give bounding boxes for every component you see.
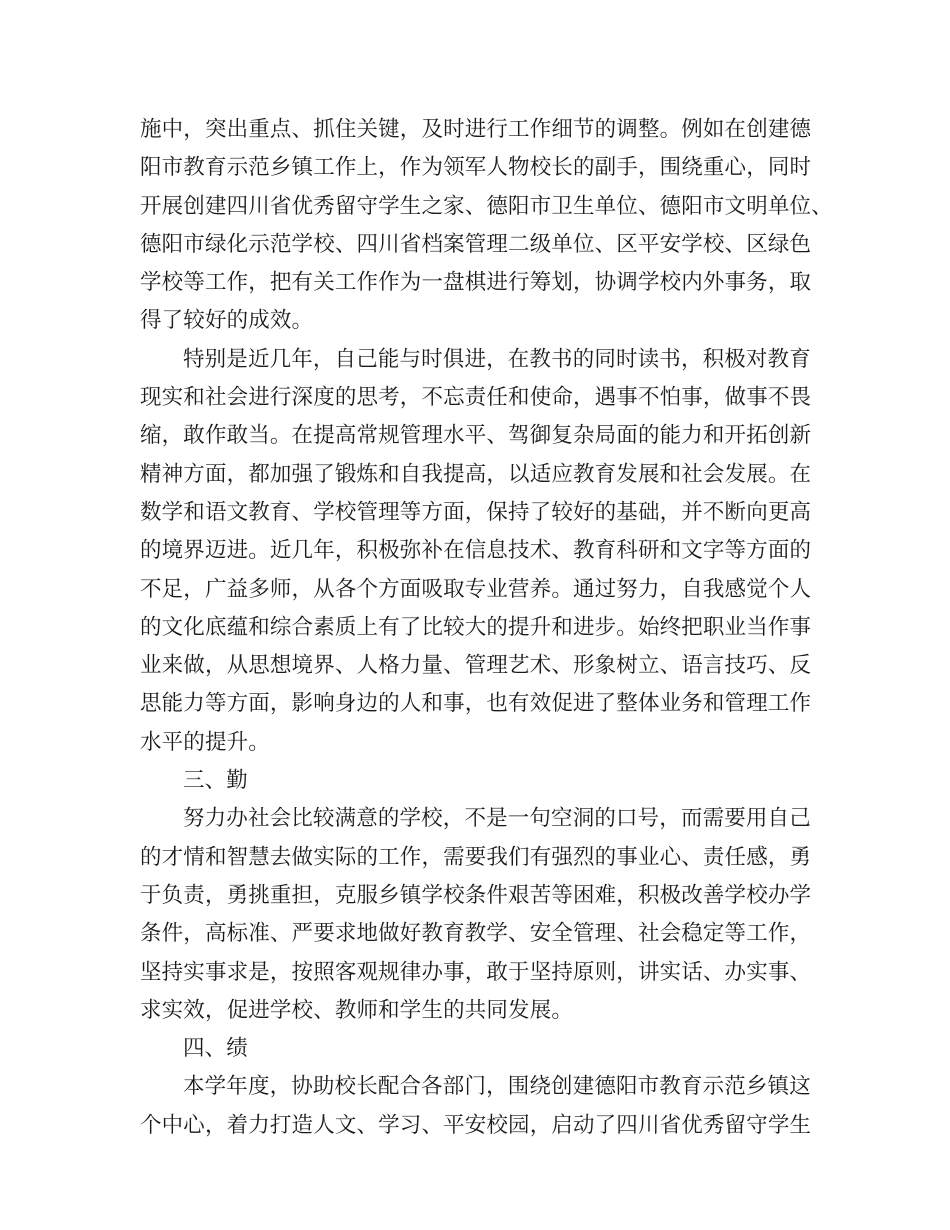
text-line: 现实和社会进行深度的思考，不忘责任和使命，遇事不怕事，做事不畏: [140, 385, 812, 411]
text-line: 于负责，勇挑重担，克服乡镇学校条件艰苦等困难，积极改善学校办学: [140, 882, 812, 908]
text-line: 条件，高标准、严要求地做好教育教学、安全管理、社会稳定等工作，: [140, 921, 812, 947]
text-line: 学校等工作，把有关工作作为一盘棋进行筹划，协调学校内外事务，取: [140, 270, 812, 296]
paragraph-first-line: 三、勤: [183, 768, 248, 794]
paragraph-first-line: 本学年度，协助校长配合各部门，围绕创建德阳市教育示范乡镇这: [183, 1074, 811, 1100]
text-line: 求实效，促进学校、教师和学生的共同发展。: [140, 997, 574, 1023]
text-line: 缩，敢作敢当。在提高常规管理水平、驾御复杂局面的能力和开拓创新: [140, 423, 812, 449]
text-line: 坚持实事求是，按照客观规律办事，敢于坚持原则，讲实话、办实事、: [140, 959, 812, 985]
paragraph-first-line: 特别是近几年，自己能与时俱进，在教书的同时读书，积极对教育: [183, 346, 811, 372]
text-line: 德阳市绿化示范学校、四川省档案管理二级单位、区平安学校、区绿色: [140, 231, 812, 257]
paragraph-first-line: 四、绩: [183, 1036, 248, 1062]
paragraph-first-line: 努力办社会比较满意的学校，不是一句空洞的口号，而需要用自己: [183, 806, 811, 832]
text-line: 不足，广益多师，从各个方面吸取专业营养。通过努力，自我感觉个人: [140, 576, 812, 602]
text-line: 的境界迈进。近几年，积极弥补在信息技术、教育科研和文字等方面的: [140, 538, 812, 564]
text-line: 思能力等方面，影响身边的人和事，也有效促进了整体业务和管理工作: [140, 691, 812, 717]
text-line: 施中，突出重点、抓住关键，及时进行工作细节的调整。例如在创建德: [140, 117, 812, 142]
text-line: 个中心，着力打造人文、学习、平安校园，启动了四川省优秀留守学生: [140, 1112, 812, 1138]
text-line: 水平的提升。: [140, 729, 270, 755]
text-line: 的才情和智慧去做实际的工作，需要我们有强烈的事业心、责任感，勇: [140, 844, 812, 870]
text-line: 的文化底蕴和综合素质上有了比较大的提升和进步。始终把职业当作事: [140, 614, 812, 640]
text-line: 阳市教育示范乡镇工作上，作为领军人物校长的副手，围绕重心，同时: [140, 155, 812, 181]
text-line: 精神方面，都加强了锻炼和自我提高，以适应教育发展和社会发展。在: [140, 461, 812, 487]
text-line: 得了较好的成效。: [140, 308, 314, 334]
document-body: [140, 111, 833, 1145]
text-line: 开展创建四川省优秀留守学生之家、德阳市卫生单位、德阳市文明单位、: [140, 193, 833, 219]
text-line: 业来做，从思想境界、人格力量、管理艺术、形象树立、语言技巧、反: [140, 653, 812, 679]
text-line: 数学和语文教育、学校管理等方面，保持了较好的基础，并不断向更高: [140, 499, 812, 525]
